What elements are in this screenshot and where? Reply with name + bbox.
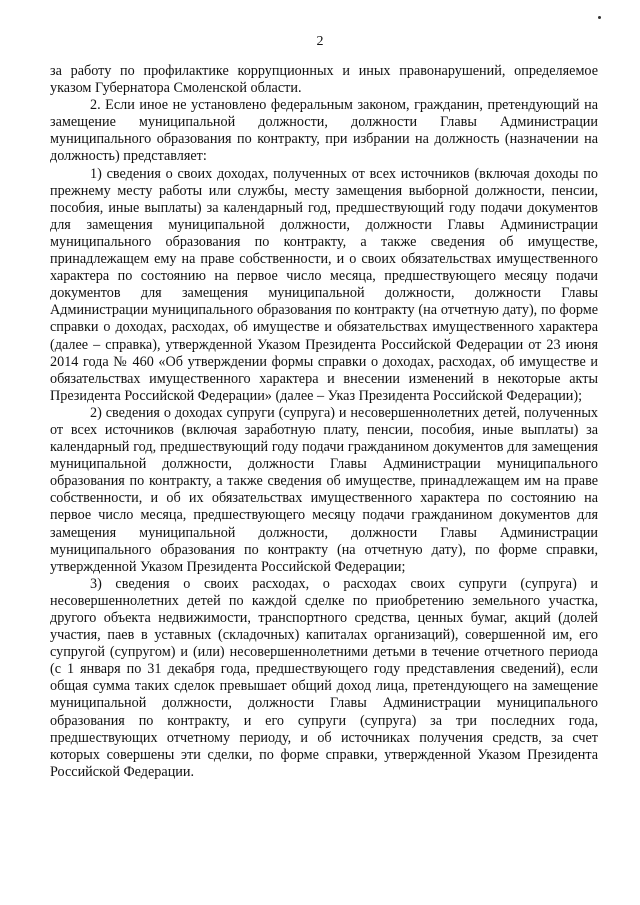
document-body	[50, 63, 598, 781]
paragraph-subpoint-2: 2) сведения о доходах супруги (супруга) и несовершеннолетних детей, полученных от всех источников (включая заработную плату, пенсии, пособия, иные выплаты) за календарный год, предшествующий году подачи гражданином документов для замещения муниципальной должности, должности Главы Администрации муниципального образования по контракту, а также сведения об имуществе, принадлежащем им на праве собственности, и об их обязательствах имущественного характера по состоянию на первое число месяца, предшествующего месяцу подачи гражданином документов для замещения муниципальной должности, должности Главы Администрации муниципального образования по контракту (на отчетную дату), по форме справки, утвержденной Указом Президента Российской Федерации;	[50, 404, 598, 575]
paragraph-continuation: за работу по профилактике коррупционных и иных правонарушений, определяемое указом Губернатора Смоленской области.	[50, 63, 598, 97]
paragraph-subpoint-1: 1) сведения о своих доходах, полученных от всех источников (включая доходы по прежнему месту работы или службы, месту замещения выборной должности, пенсии, пособия, иные выплаты) за календарный год, предшествующий году подачи документов для замещения муниципальной должности, должности Главы Администрации муниципального образования по контракту, а также сведения об имуществе, принадлежащем ему на праве собственности, и о своих обязательствах имущественного характера по состоянию на первое число месяца, предшествующего месяцу подачи документов для замещения муниципальной должности, должности Главы Администрации муниципального образования по контракту (на отчетную дату), по форме справки о доходах, расходах, об имуществе и обязательствах имущественного характера (далее – справка), утвержденной Указом Президента Российской Федерации от 23 июня 2014 года № 460 «Об утверждении формы справки о доходах, расходах, об имуществе и обязательствах имущественного характера и внесении изменений в некоторые акты Президента Российской Федерации» (далее – Указ Президента Российской Федерации);	[50, 165, 598, 404]
paragraph-point-2: 2. Если иное не установлено федеральным законом, гражданин, претендующий на замещение муниципальной должности, должности Главы Администрации муниципального образования по контракту, при избрании на должность (назначении на должность) представляет:	[50, 97, 598, 165]
paragraph-subpoint-3: 3) сведения о своих расходах, о расходах своих супруги (супруга) и несовершеннолетних детей по каждой сделке по приобретению земельного участка, другого объекта недвижимости, транспортного средства, ценных бумаг, акций (долей участия, паев в уставных (складочных) капиталах организаций), совершенной им, его супругой (супругом) и (или) несовершеннолетними детьми в течение отчетного периода (с 1 января по 31 декабря года, предшествующего году представления сведений), если общая сумма таких сделок превышает общий доход лица, претендующего на замещение муниципальной должности, должности Главы Администрации муниципального образования по контракту, и его супруги (супруга) за три последних года, предшествующих отчетному периоду, и об источниках получения средств, за счет которых совершены эти сделки, по форме справки, утвержденной Указом Президента Российской Федерации.	[50, 575, 598, 780]
page-number: 2	[316, 34, 324, 49]
scan-speck	[598, 16, 601, 19]
